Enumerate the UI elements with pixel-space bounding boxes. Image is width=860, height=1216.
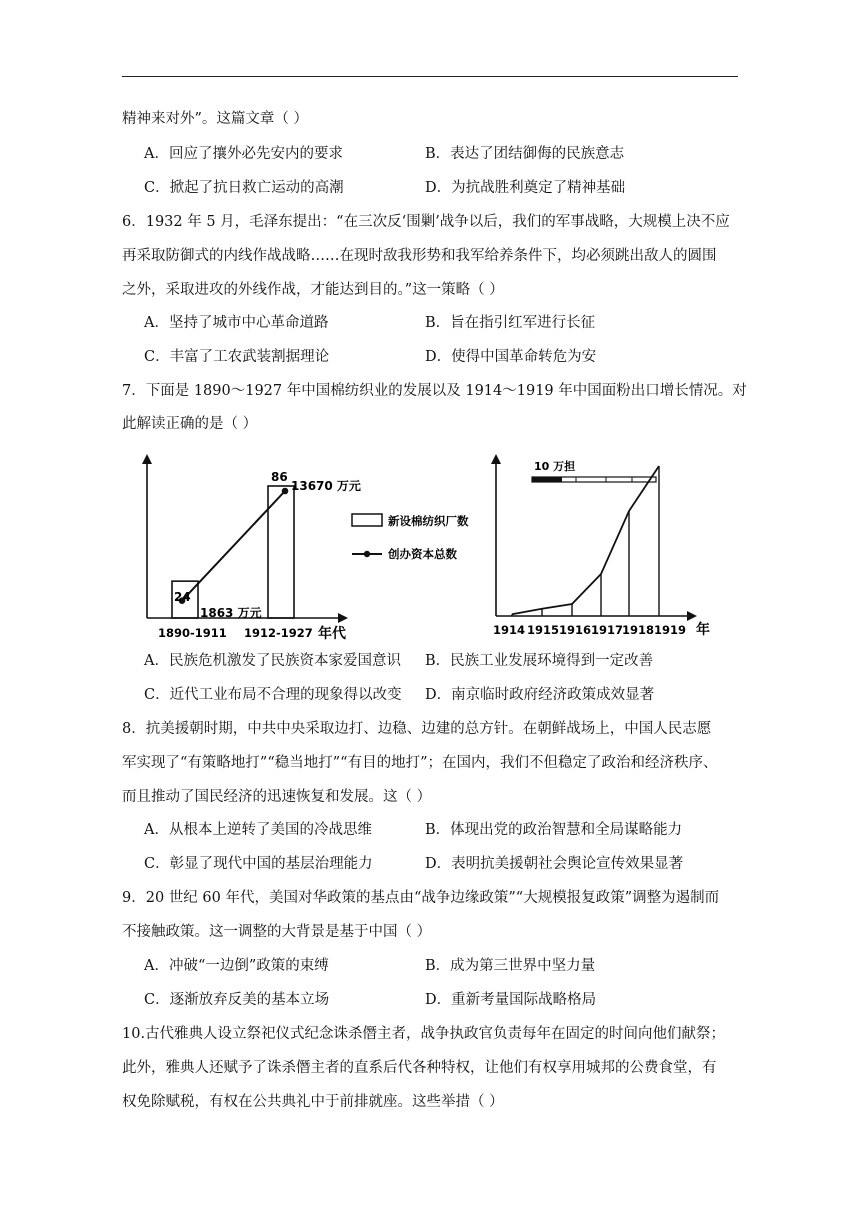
chart1-capital-point-1912-1927 <box>282 488 289 495</box>
chart2-x-label: 年 <box>696 622 710 638</box>
q8-option-b[interactable]: B．体现出党的政治智慧和全局谋略能力 <box>425 822 683 838</box>
chart1-capital-label-13670: 13670 万元 <box>291 479 361 493</box>
q6-option-b[interactable]: B．旨在指引红军进行长征 <box>425 315 596 331</box>
q9-stem-line2: 不接触政策。这一调整的大背景是基于中国（ ） <box>122 924 432 940</box>
q7-option-b[interactable]: B．民族工业发展环境得到一定改善 <box>425 653 654 669</box>
q9-stem-line1: 9．20 世纪 60 年代，美国对华政策的基点由“战争边缘政策”“大规模报复政策”调整为遏制而 <box>122 890 720 906</box>
chart2-x-arrow <box>687 611 697 621</box>
q8-stem-line2: 军实现了“有策略地打”“稳当地打”“有目的地打”；在国内，我们不但稳定了政治和经济秩序、 <box>122 755 718 771</box>
chart-flour-exports <box>486 450 726 645</box>
chart1-legend-line-dot <box>364 551 370 557</box>
q7-option-d[interactable]: D．南京临时政府经济政策成效显著 <box>425 687 655 703</box>
q6-option-d[interactable]: D．使得中国革命转危为安 <box>425 349 597 365</box>
chart2-tick-1918: 1918 <box>622 623 655 637</box>
q8-option-a[interactable]: A．从根本上逆转了美国的冷战思维 <box>144 822 372 838</box>
q6-option-c[interactable]: C．丰富了工农武装割据理论 <box>144 349 330 365</box>
chart2-tick-1915: 1915 <box>527 623 560 637</box>
chart1-x-label: 年代 <box>318 626 346 642</box>
chart1-legend-bar-swatch <box>352 514 382 526</box>
chart1-bar-label-24: 24 <box>174 590 191 604</box>
q10-stem-line2: 此外，雅典人还赋予了诛杀僭主者的直系后代各种特权，让他们有权享用城邦的公费食堂，有 <box>122 1060 717 1076</box>
q8-stem-line1: 8．抗美援朝时期，中共中央采取边打、边稳、边建的总方针。在朝鲜战场上，中国人民志愿 <box>122 721 712 737</box>
q7-option-c[interactable]: C．近代工业布局不合理的现象得以改变 <box>144 687 402 703</box>
q6-stem-line3: 之外，采取进攻的外线作战，才能达到目的。”这一策略（ ） <box>122 282 504 298</box>
q9-option-b[interactable]: B．成为第三世界中坚力量 <box>425 958 596 974</box>
chart2-y-arrow <box>491 454 501 464</box>
q9-option-d[interactable]: D．重新考量国际战略格局 <box>425 992 597 1008</box>
q6-option-a[interactable]: A．坚持了城市中心革命道路 <box>144 315 329 331</box>
q6-stem-line1: 6．1932 年 5 月，毛泽东提出：“在三次反‘围剿’战争以后，我们的军事战略，大规模上决不应 <box>122 214 730 230</box>
chart-cotton-mills <box>120 450 470 645</box>
chart1-tick-1890-1911: 1890-1911 <box>158 626 227 640</box>
q9-option-a[interactable]: A．冲破“一边倒”政策的束缚 <box>144 958 329 974</box>
header-rule <box>122 76 738 77</box>
chart2-scale-bar-fill <box>532 477 562 482</box>
chart1-capital-label-1863: 1863 万元 <box>200 606 262 620</box>
q8-stem-line3: 而且推动了国民经济的迅速恢复和发展。这（ ） <box>122 789 432 805</box>
chart1-y-arrow <box>142 454 152 464</box>
q7-option-a[interactable]: A．民族危机激发了民族资本家爱国意识 <box>144 653 401 669</box>
q5-option-d[interactable]: D．为抗战胜利奠定了精神基础 <box>425 180 626 196</box>
chart2-tick-1919: 1919 <box>654 623 687 637</box>
q5-option-b[interactable]: B．表达了团结御侮的民族意志 <box>425 146 625 162</box>
chart1-x-arrow <box>338 613 348 623</box>
chart1-capital-line <box>182 491 285 601</box>
chart2-export-line <box>512 466 659 614</box>
chart2-tick-1914: 1914 <box>493 623 526 637</box>
chart1-tick-1912-1927: 1912-1927 <box>244 626 313 640</box>
q9-option-c[interactable]: C．逐渐放弃反美的基本立场 <box>144 992 330 1008</box>
q6-stem-line2: 再采取防御式的内线作战战略……在现时敌我形势和我军给养条件下，均必须跳出敌人的圆围 <box>122 248 717 264</box>
q8-option-d[interactable]: D．表明抗美援朝社会舆论宣传效果显著 <box>425 856 684 872</box>
q10-stem-line3: 权免除赋税，有权在公共典礼中于前排就座。这些举措（ ） <box>122 1094 504 1110</box>
q7-stem-line2: 此解读正确的是（ ） <box>122 416 258 432</box>
q10-stem-line1: 10.古代雅典人设立祭祀仪式纪念诛杀僭主者，战争执政官负责每年在固定的时间向他们献祭； <box>122 1026 726 1042</box>
q7-stem-line1: 7．下面是 1890～1927 年中国棉纺织业的发展以及 1914～1919 年中国面粉出口增长情况。对 <box>122 383 747 399</box>
chart1-legend-line-label: 创办资本总数 <box>388 547 457 561</box>
chart2-tick-1916: 1916 <box>559 623 592 637</box>
chart2-scale-label: 10 万担 <box>534 460 576 473</box>
q5-option-c[interactable]: C．掀起了抗日救亡运动的高潮 <box>144 180 344 196</box>
q5-option-a[interactable]: A．回应了攘外必先安内的要求 <box>144 146 343 162</box>
q8-option-c[interactable]: C．彰显了现代中国的基层治理能力 <box>144 856 373 872</box>
q5-stem-tail: 精神来对外”。这篇文章（ ） <box>122 111 309 127</box>
chart1-legend-bar-label: 新设棉纺织厂数 <box>388 514 469 528</box>
chart1-bar-label-86: 86 <box>271 470 288 484</box>
chart2-tick-1917: 1917 <box>591 623 624 637</box>
